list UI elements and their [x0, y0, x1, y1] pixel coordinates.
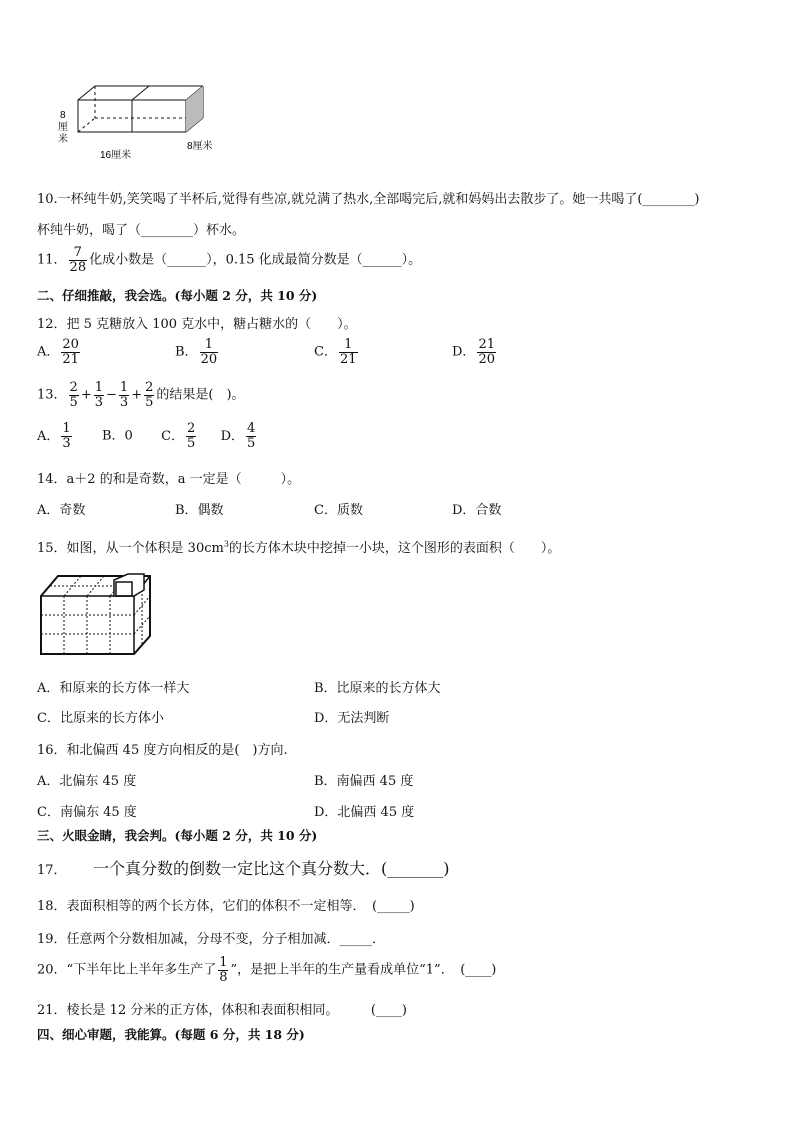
q12-option-d[interactable]: D． $\frac{21}{20}$ — [452, 337, 495, 367]
question-15: 15．如图，从一个体积是 $30cm^3$的长方体木块中挖掉一小块，这个图形的表面积（ ）。 — [37, 539, 561, 556]
carved-block-figure — [38, 570, 156, 658]
q13-option-c[interactable]: C． $\frac{2}{5}$ — [161, 421, 196, 451]
question-10-line2: 杯纯牛奶，喝了（________）杯水。 — [37, 223, 246, 238]
question-13: 13． $\frac{2}{5}$ + $\frac{1}{3}$ − $\frac{1}{3}$ + $\frac{2}{5}$ 的结果是( )。 — [37, 380, 245, 410]
q15-option-d[interactable]: D．无法判断 — [314, 711, 390, 726]
question-14: 14．a＋2 的和是奇数，a 一定是（ ）。 — [37, 472, 301, 487]
cuboid-figure — [52, 80, 232, 162]
section-2-title: 二、仔细推敲，我会选。(每小题 2 分，共 10 分) — [37, 288, 318, 303]
question-17: 一个真分数的倒数一定比这个真分数大．(_______) — [93, 859, 450, 878]
fraction: $\frac{7}{28}$ — [69, 245, 87, 275]
fraction: $\frac{1}{8}$ — [219, 955, 228, 985]
question-12: 12．把 5 克糖放入 100 克水中，糖占糖水的（ ）。 — [37, 317, 357, 332]
q16-option-a[interactable]: A．北偏东 45 度 — [37, 774, 137, 789]
section-4-title: 四、细心审题，我能算。(每题 6 分，共 18 分) — [37, 1027, 305, 1042]
width-label: 8厘米 — [187, 141, 213, 152]
q15-option-c[interactable]: C．比原来的长方体小 — [37, 711, 164, 726]
height-label: 8 — [60, 110, 66, 121]
question-21: 21．棱长是 12 分米的正方体，体积和表面积相同。 (____) — [37, 1003, 407, 1018]
q12-option-c[interactable]: C． $\frac{1}{21}$ — [314, 337, 357, 367]
question-19: 19．任意两个分数相加减，分母不变，分子相加减．_____． — [37, 932, 386, 947]
q12-option-a[interactable]: A． $\frac{20}{21}$ — [37, 337, 79, 367]
q16-option-d[interactable]: D．北偏西 45 度 — [314, 805, 415, 820]
question-17-number: 17． — [37, 863, 67, 878]
q14-option-a[interactable]: A．奇数 — [37, 503, 86, 518]
question-20: 20．“下半年比上半年多生产了 $\frac{1}{8}$ ”，是把上半年的生产量看成单位“1”． (____) — [37, 955, 497, 985]
height-label-3: 米 — [58, 134, 68, 145]
length-label: 16厘米 — [100, 150, 132, 161]
question-16: 16．和北偏西 45 度方向相反的是( )方向. — [37, 743, 288, 758]
q16-option-b[interactable]: B．南偏西 45 度 — [314, 774, 414, 789]
q14-option-b[interactable]: B．偶数 — [175, 503, 224, 518]
q13-option-d[interactable]: D． $\frac{4}{5}$ — [220, 421, 256, 451]
section-3-title: 三、火眼金睛，我会判。(每小题 2 分，共 10 分) — [37, 828, 318, 843]
q16-option-c[interactable]: C．南偏东 45 度 — [37, 805, 137, 820]
q15-option-a[interactable]: A．和原来的长方体一样大 — [37, 681, 190, 696]
question-13-options — [37, 422, 258, 450]
q13-option-a[interactable]: A． $\frac{1}{3}$ — [37, 421, 71, 451]
q14-option-d[interactable]: D．合数 — [452, 503, 502, 518]
question-18: 18．表面积相等的两个长方体，它们的体积不一定相等． (_____) — [37, 899, 415, 914]
q12-option-b[interactable]: B． $\frac{1}{20}$ — [175, 337, 218, 367]
question-10-line1: 10.一杯纯牛奶,笑笑喝了半杯后,觉得有些凉,就兑满了热水,全部喝完后,就和妈妈出去散步了。她一共喝了(________) — [37, 192, 700, 207]
q14-option-c[interactable]: C．质数 — [314, 503, 363, 518]
q13-option-b[interactable]: B．0 — [101, 428, 133, 444]
height-label-2: 厘 — [58, 122, 68, 133]
question-11: 11． $\frac{7}{28}$ 化成小数是（______），0.15 化成最简分数是（______）。 — [37, 245, 422, 275]
q15-option-b[interactable]: B．比原来的长方体大 — [314, 681, 441, 696]
